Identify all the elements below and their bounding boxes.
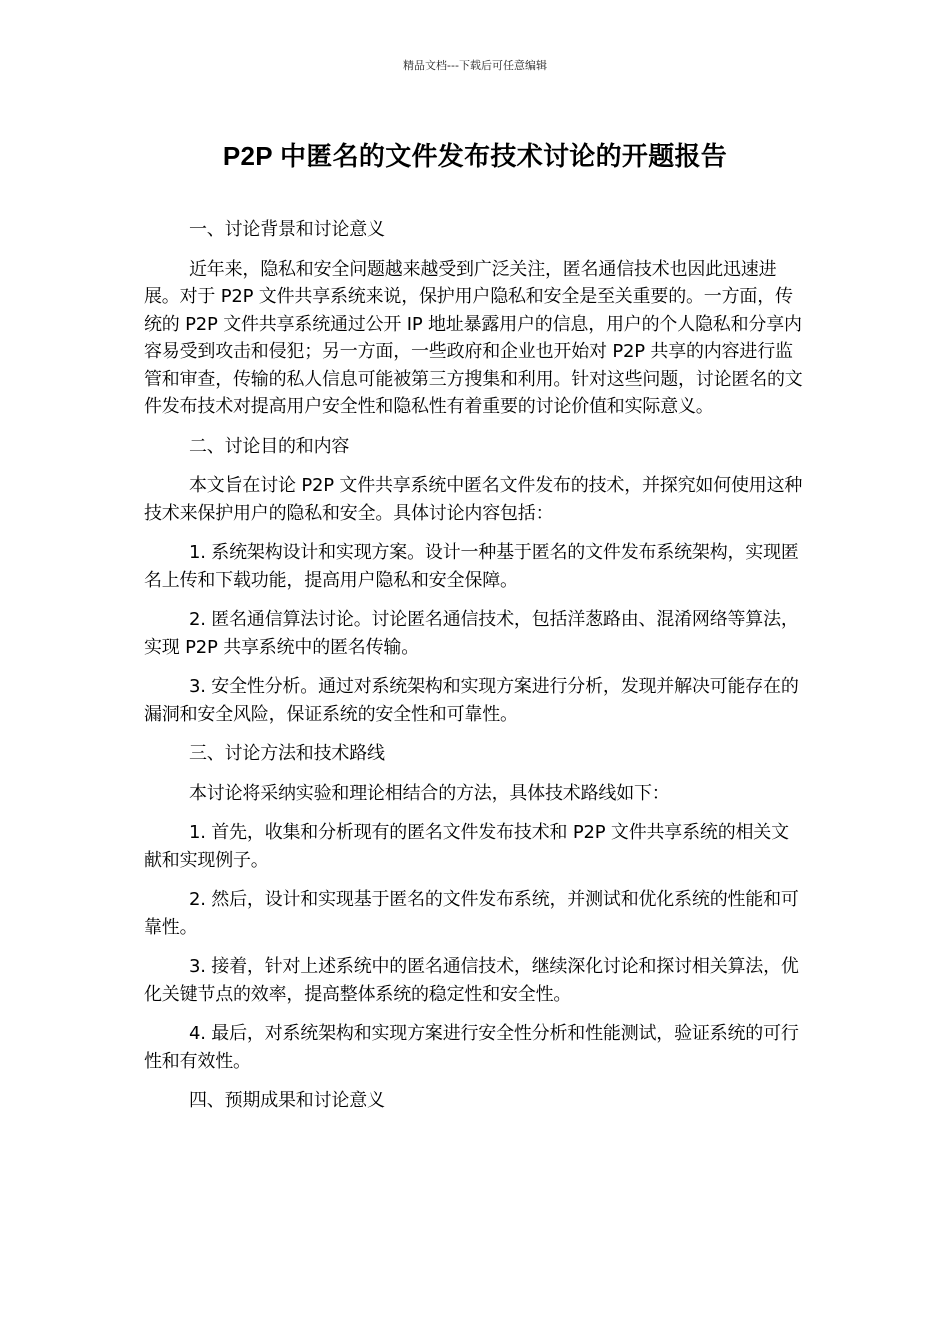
list-item-purpose-2: 2. 匿名通信算法讨论。讨论匿名通信技术，包括洋葱路由、混淆网络等算法，实现 P2P 共享系统中的匿名传输。 bbox=[144, 609, 799, 658]
section-heading-background: 一、讨论背景和讨论意义 bbox=[189, 219, 385, 240]
list-item-method-3: 3. 接着，针对上述系统中的匿名通信技术，继续深化讨论和探讨相关算法，优化关键节点的效率，提高整体系统的稳定性和安全性。 bbox=[144, 956, 799, 1005]
list-item-method-4: 4. 最后，对系统架构和实现方案进行安全性分析和性能测试，验证系统的可行性和有效性。 bbox=[144, 1023, 799, 1072]
section-heading-purpose: 二、讨论目的和内容 bbox=[189, 435, 350, 457]
paragraph-method-intro: 本讨论将采纳实验和理论相结合的方法，具体技术路线如下： bbox=[189, 782, 670, 804]
paragraph-purpose-intro: 本文旨在讨论 P2P 文件共享系统中匿名文件发布的技术，并探究如何使用这种技术来保护用户的隐私和安全。具体讨论内容包括： bbox=[144, 475, 803, 524]
list-item-purpose-3: 3. 安全性分析。通过对系统架构和实现方案进行分析，发现并解决可能存在的漏洞和安全风险，保证系统的安全性和可靠性。 bbox=[144, 676, 799, 725]
document-title: P2P 中匿名的文件发布技术讨论的开题报告 bbox=[222, 141, 728, 171]
section-heading-method: 三、讨论方法和技术路线 bbox=[189, 743, 385, 764]
list-item-purpose-1: 1. 系统架构设计和实现方案。设计一种基于匿名的文件发布系统架构，实现匿名上传和下载功能，提高用户隐私和安全保障。 bbox=[144, 542, 799, 591]
list-item-method-2: 2. 然后，设计和实现基于匿名的文件发布系统，并测试和优化系统的性能和可靠性。 bbox=[144, 889, 799, 938]
paragraph-background: 近年来，隐私和安全问题越来越受到广泛关注，匿名通信技术也因此迅速进展。对于 P2P 文件共享系统来说，保护用户隐私和安全是至关重要的。一方面，传统的 P2P 文件共享系统通过公开 IP 地址暴露用户的信息，用户的个人隐私和分享内容易受到攻击和侵犯；另一方面，一些政府和企业也开始对 P2P 共享的内容进行监管和审查，传输的私人信息可能被第三方搜集和利用。针对这些问题，讨论匿名的文件发布技术对提高用户安全性和隐私性有着重要的讨论价值和实际意义。 bbox=[144, 258, 803, 417]
document-body bbox=[144, 216, 806, 1127]
list-item-method-1: 1. 首先，收集和分析现有的匿名文件发布技术和 P2P 文件共享系统的相关文献和实现例子。 bbox=[144, 822, 789, 871]
page-header-note: 精品文档---下载后可任意编辑 bbox=[403, 59, 547, 72]
section-heading-outcomes: 四、预期成果和讨论意义 bbox=[189, 1090, 385, 1111]
